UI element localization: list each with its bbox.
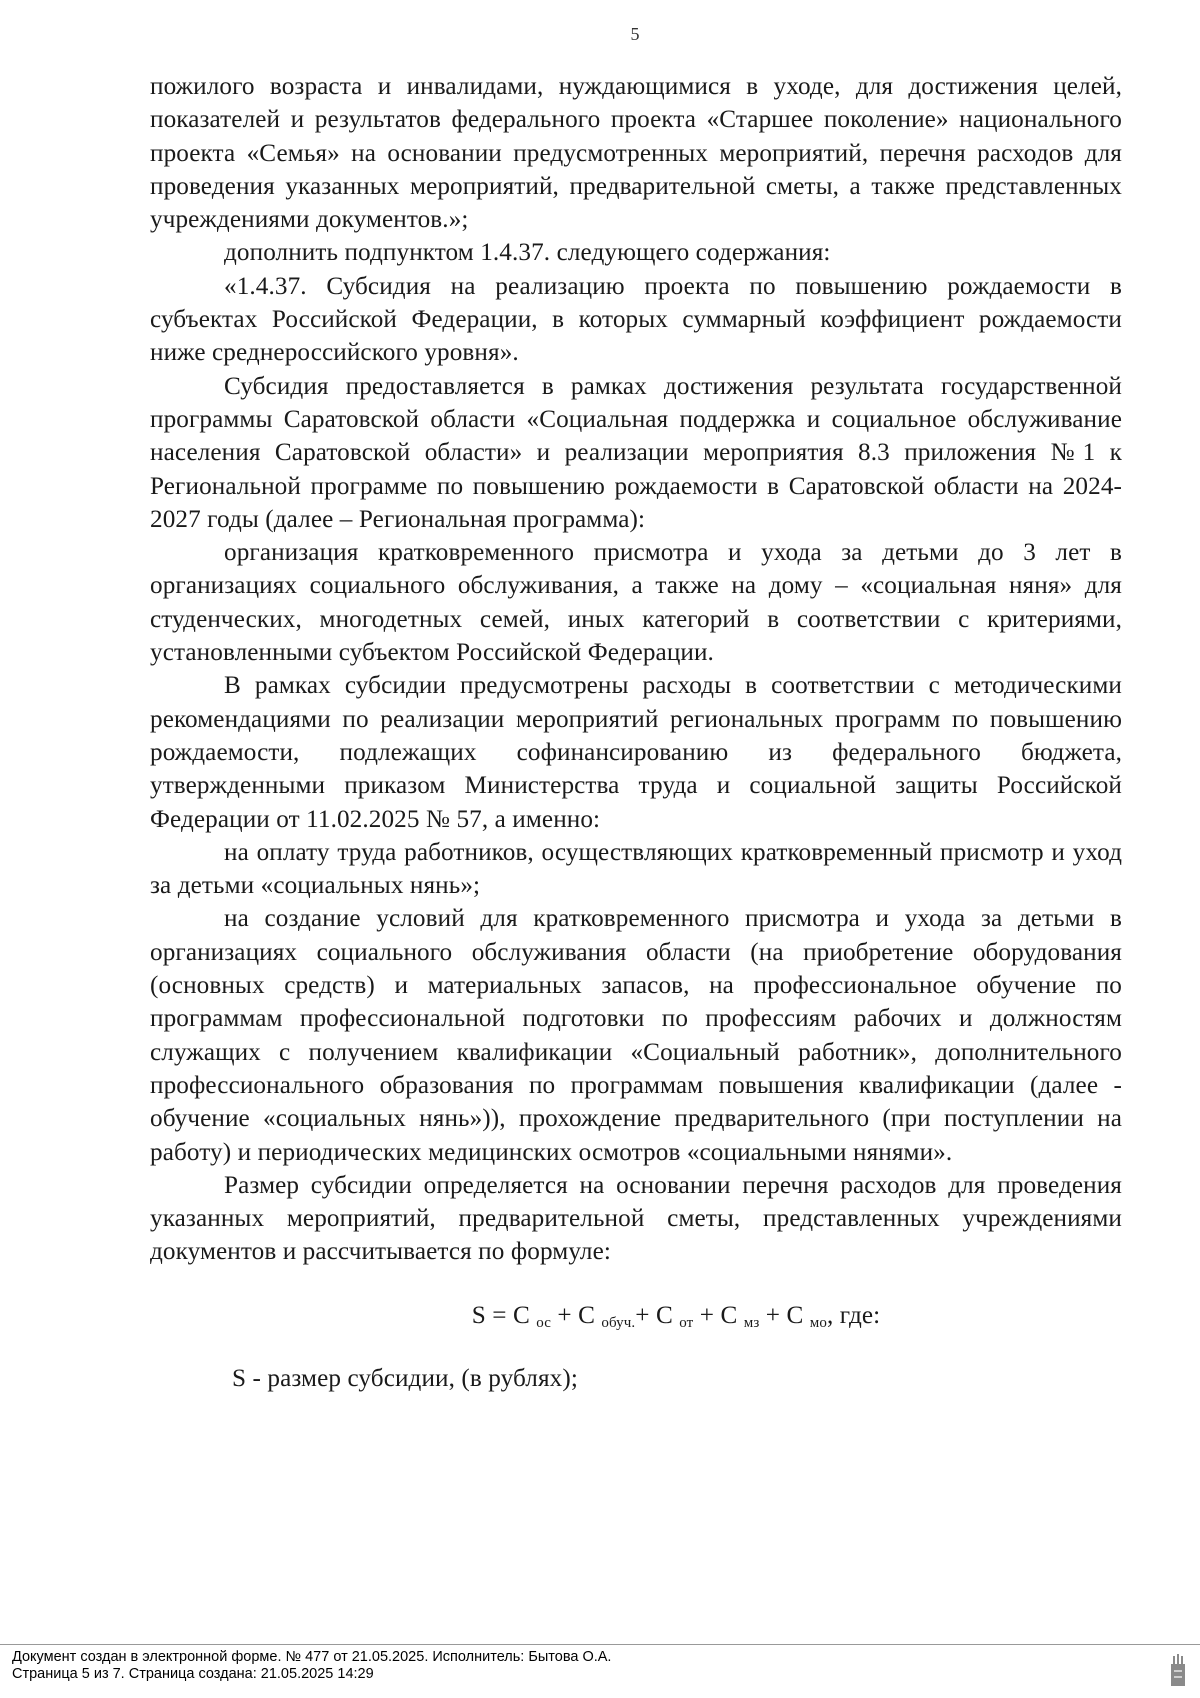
- paragraph-conditions: на создание условий для кратковременного присмотра и ухода за детьми в организациях социального обслуживания области (на приобретение оборудования (основных средств) и материальных запасов, на профессиональное обучение по программам профессиональной подготовки по профессиям рабочих и должностям служащих с получением квалификации «Социальный работник», дополнительного профессионального образования по программам повышения квалификации (далее - обучение «социальных нянь»)), прохождение предварительного (при поступлении на работу) и периодических медицинских осмотров «социальными нянями».: [150, 905, 1122, 1166]
- paragraph-childcare-organization: организация кратковременного присмотра и ухода за детьми до 3 лет в организациях социального обслуживания, а также на дому – «социальная няня» для студенческих, многодетных семей, иных категорий в соответствии с критериями, установленными субъектом Российской Федерации.: [150, 539, 1122, 667]
- document-body: [150, 70, 1122, 1395]
- paragraph-continuation: пожилого возраста и инвалидами, нуждающимися в уходе, для достижения целей, показателей и результатов федерального проекта «Старшее поколение» национального проекта «Семья» на основании предусмотренных мероприятий, перечня расходов для проведения указанных мероприятий, предварительной сметы, а также представленных учреждениями документов.»;: [150, 73, 1122, 234]
- emblem-icon: [1168, 1650, 1188, 1690]
- paragraph-labor-payment: на оплату труда работников, осуществляющих кратковременный присмотр и уход за детьми «социальных нянь»;: [150, 838, 1122, 900]
- definition-s: S - размер субсидии, (в рублях);: [232, 1364, 578, 1392]
- paragraph-subsidy-provision: Субсидия предоставляется в рамках достижения результата государственной программы Саратовской области «Социальная поддержка и социальное обслуживание населения Саратовской области» и реализации мероприятия 8.3 приложения №1 к Региональной программе по повышению рождаемости в Саратовской области на 2024-2027 годы (далее – Региональная программа):: [150, 372, 1122, 533]
- page-number: 5: [630, 24, 640, 44]
- paragraph-amendment: дополнить подпунктом 1.4.37. следующего содержания:: [224, 239, 831, 267]
- paragraph-expenses-intro: В рамках субсидии предусмотрены расходы в соответствии с методическими рекомендациями по реализации мероприятий региональных программ по повышению рождаемости, подлежащих софинансированию из федерального бюджета, утвержденными приказом Министерства труда и социальной защиты Российской Федерации от 11.02.2025 № 57, а именно:: [150, 672, 1122, 833]
- document-footer: [12, 1649, 611, 1683]
- paragraph-subsidy-title: «1.4.37. Субсидия на реализацию проекта по повышению рождаемости в субъектах Российской Федерации, в которых суммарный коэффициент рождаемости ниже среднероссийского уровня».: [150, 272, 1122, 367]
- paragraph-subsidy-size: Размер субсидии определяется на основании перечня расходов для проведения указанных мероприятий, предварительной сметы, представленных учреждениями документов и рассчитывается по формуле:: [150, 1171, 1122, 1266]
- footer-divider: [0, 1644, 1200, 1645]
- footer-line-page: Страница 5 из 7. Страница создана: 21.05.2025 14:29: [12, 1666, 374, 1682]
- subsidy-formula: S = C $_{ос}$ + C $_{обуч.}$+ C $_{от}$ + C $_{мз}$ + C $_{мо}$, где:: [471, 1301, 881, 1331]
- footer-line-document: Документ создан в электронной форме. № 477 от 21.05.2025. Исполнитель: Бытова О.А.: [12, 1649, 612, 1665]
